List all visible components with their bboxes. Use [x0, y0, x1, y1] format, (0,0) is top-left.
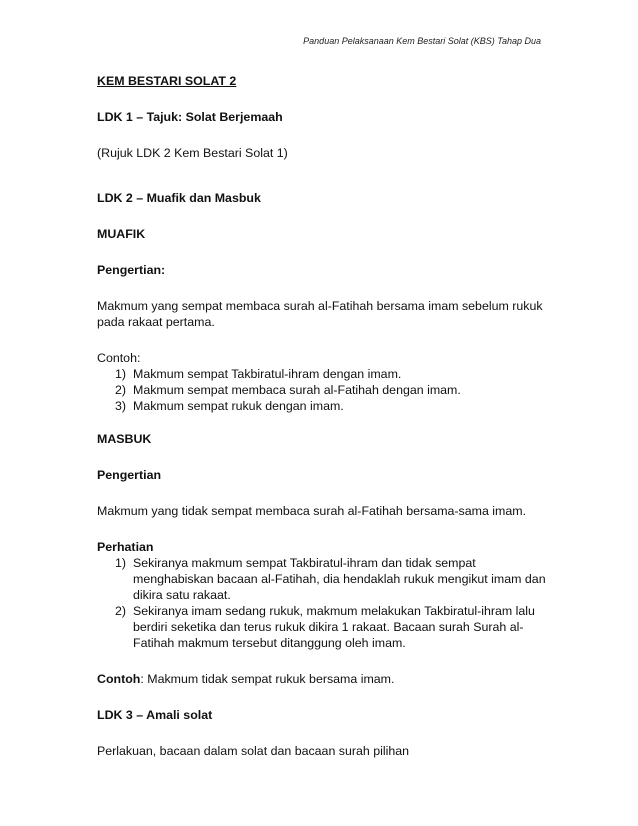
masbuk-example-label: Contoh [97, 672, 141, 686]
list-item [97, 398, 547, 414]
masbuk-definition-label: Pengertian [97, 468, 162, 482]
ldk2-heading: LDK 2 – Muafik dan Masbuk [97, 191, 261, 205]
list-text: Makmum sempat Takbiratul-ihram dengan imam. [133, 367, 402, 381]
ldk1-reference: (Rujuk LDK 2 Kem Bestari Solat 1) [97, 146, 288, 160]
muafik-example-list [97, 366, 547, 414]
list-number: 2) [115, 383, 127, 397]
masbuk-example [97, 671, 547, 687]
muafik-definition-label: Pengertian: [97, 263, 166, 277]
document-body [97, 73, 547, 759]
ldk3-text: Perlakuan, bacaan dalam solat dan bacaan surah pilihan [97, 744, 410, 758]
list-item [97, 366, 547, 382]
document-title: KEM BESTARI SOLAT 2 [97, 74, 237, 88]
masbuk-definition-text: Makmum yang tidak sempat membaca surah al-Fatihah bersama-sama imam. [97, 504, 527, 518]
list-text: Makmum sempat membaca surah al-Fatihah dengan imam. [133, 383, 461, 397]
list-number: 1) [115, 556, 127, 570]
muafik-example-label: Contoh: [97, 351, 141, 365]
ldk1-heading: LDK 1 – Tajuk: Solat Berjemaah [97, 110, 283, 124]
perhatian-list [97, 555, 547, 651]
list-text: Sekiranya makmum sempat Takbiratul-ihram dan tidak sempat menghabiskan bacaan al-Fatihah, dia hendaklah rukuk mengikut imam dan dikira satu rakaat. [133, 556, 546, 602]
ldk3-heading: LDK 3 – Amali solat [97, 708, 213, 722]
list-text: Makmum sempat rukuk dengan imam. [133, 399, 344, 413]
list-number: 2) [115, 604, 127, 618]
list-item [97, 382, 547, 398]
muafik-heading: MUAFIK [97, 227, 146, 241]
list-item [97, 603, 547, 651]
list-number: 1) [115, 367, 127, 381]
muafik-definition-text: Makmum yang sempat membaca surah al-Fatihah bersama imam sebelum rukuk pada rakaat pertama. [97, 299, 543, 329]
masbuk-example-text: : Makmum tidak sempat rukuk bersama imam. [140, 672, 395, 686]
perhatian-label: Perhatian [97, 540, 154, 554]
page-header: Panduan Pelaksanaan Kem Bestari Solat (KBS) Tahap Dua [303, 36, 541, 46]
list-item [97, 555, 547, 603]
list-number: 3) [115, 399, 127, 413]
masbuk-heading: MASBUK [97, 432, 152, 446]
list-text: Sekiranya imam sedang rukuk, makmum melakukan Takbiratul-ihram lalu berdiri seketika dan terus rukuk dikira 1 rakaat. Bacaan surah Surah al-Fatihah makmum tersebut ditanggung oleh imam. [133, 604, 535, 650]
